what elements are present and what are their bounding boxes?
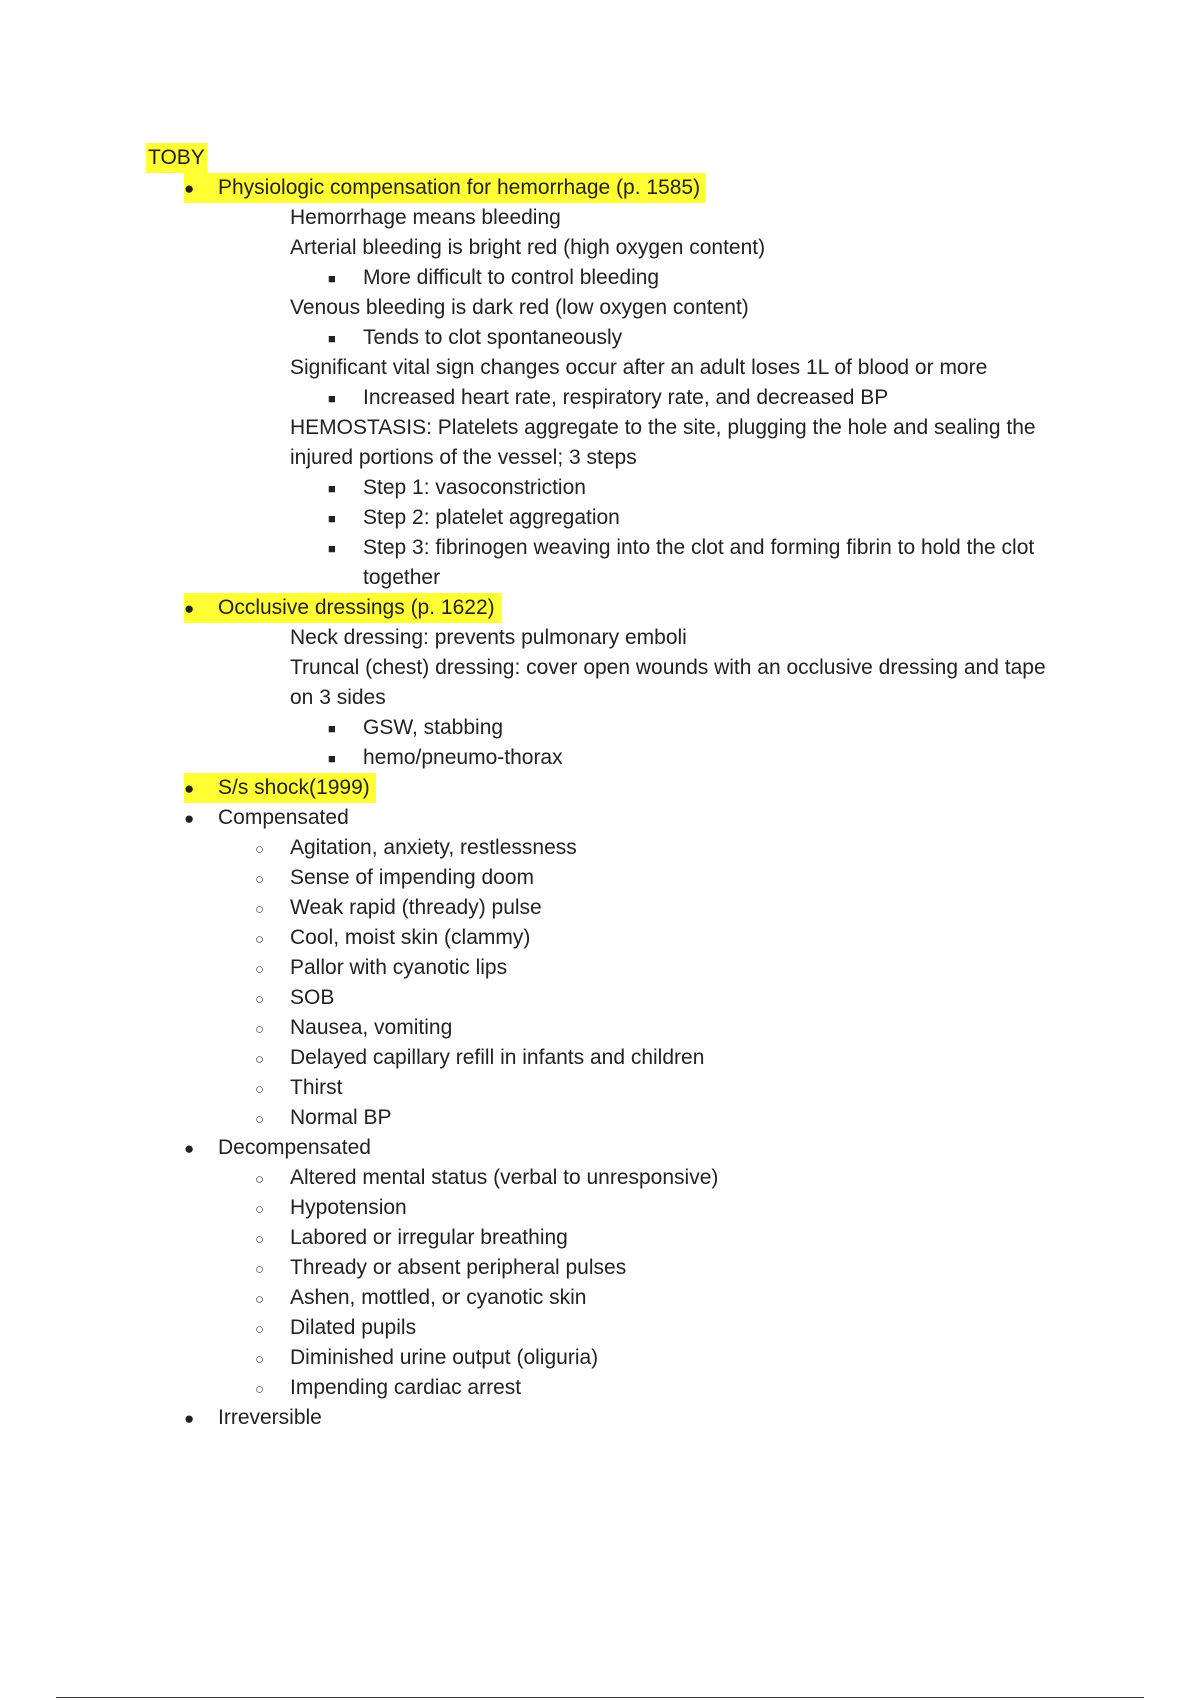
circle-bullet-icon: ○ (255, 841, 265, 858)
list-item: ○ SOB (255, 983, 334, 1013)
list-item: ○ Diminished urine output (oliguria) (255, 1343, 598, 1373)
square-bullet-icon: ■ (328, 271, 336, 286)
occlusive-heading: ● Occlusive dressings (p. 1622) (184, 593, 501, 623)
sub-bullet-item: ■ Increased heart rate, respiratory rate, and decreased BP (328, 383, 888, 413)
page-title: TOBY (146, 143, 207, 173)
note-line: HEMOSTASIS: Platelets aggregate to the site, plugging the hole and sealing the (290, 416, 1036, 439)
note-line: Venous bleeding is dark red (low oxygen content) (290, 296, 749, 319)
list-item: ○ Weak rapid (thready) pulse (255, 893, 542, 923)
sub-bullet-item: ■ hemo/pneumo-thorax (328, 743, 563, 773)
circle-bullet-icon: ○ (255, 901, 265, 918)
note-line: on 3 sides (290, 686, 386, 709)
list-item: ○ Thready or absent peripheral pulses (255, 1253, 626, 1283)
circle-bullet-icon: ○ (255, 1171, 265, 1188)
square-bullet-icon: ■ (328, 511, 336, 526)
circle-bullet-icon: ○ (255, 1261, 265, 1278)
circle-bullet-icon: ○ (255, 1231, 265, 1248)
list-item: ○ Cool, moist skin (clammy) (255, 923, 530, 953)
list-item: ○ Thirst (255, 1073, 343, 1103)
note-line: Significant vital sign changes occur after an adult loses 1L of blood or more (290, 356, 988, 379)
bullet-icon: ● (184, 599, 195, 618)
circle-bullet-icon: ○ (255, 1291, 265, 1308)
square-bullet-icon: ■ (328, 391, 336, 406)
square-bullet-icon: ■ (328, 331, 336, 346)
note-line: Hemorrhage means bleeding (290, 206, 561, 229)
square-bullet-icon: ■ (328, 541, 336, 556)
sub-bullet-item: ■ Step 2: platelet aggregation (328, 503, 620, 533)
note-line: Arterial bleeding is bright red (high oxygen content) (290, 236, 766, 259)
note-line: Neck dressing: prevents pulmonary emboli (290, 626, 687, 649)
circle-bullet-icon: ○ (255, 1081, 265, 1098)
decompensated-heading: ● Decompensated (184, 1133, 371, 1163)
list-item: ○ Hypotension (255, 1193, 407, 1223)
sub-bullet-item: ■ Step 3: fibrinogen weaving into the clot and forming fibrin to hold the clot (328, 533, 1034, 563)
irreversible-heading: ● Irreversible (184, 1403, 322, 1433)
list-item: ○ Nausea, vomiting (255, 1013, 452, 1043)
circle-bullet-icon: ○ (255, 1351, 265, 1368)
list-item: ○ Dilated pupils (255, 1313, 416, 1343)
square-bullet-icon: ■ (328, 721, 336, 736)
circle-bullet-icon: ○ (255, 1021, 265, 1038)
list-item: ○ Normal BP (255, 1103, 392, 1133)
sub-bullet-item: ■ More difficult to control bleeding (328, 263, 659, 293)
list-item: ○ Agitation, anxiety, restlessness (255, 833, 577, 863)
circle-bullet-icon: ○ (255, 1381, 265, 1398)
circle-bullet-icon: ○ (255, 961, 265, 978)
list-item: ○ Delayed capillary refill in infants and children (255, 1043, 704, 1073)
sub-bullet-item: ■ Step 1: vasoconstriction (328, 473, 586, 503)
list-item: ○ Ashen, mottled, or cyanotic skin (255, 1283, 586, 1313)
circle-bullet-icon: ○ (255, 1321, 265, 1338)
list-item: ○ Sense of impending doom (255, 863, 534, 893)
hemorrhage-heading: ● Physiologic compensation for hemorrhage (p. 1585) (184, 173, 706, 203)
note-line: Truncal (chest) dressing: cover open wounds with an occlusive dressing and tape (290, 656, 1046, 679)
note-line: injured portions of the vessel; 3 steps (290, 446, 637, 469)
circle-bullet-icon: ○ (255, 871, 265, 888)
circle-bullet-icon: ○ (255, 991, 265, 1008)
bullet-icon: ● (184, 779, 195, 798)
circle-bullet-icon: ○ (255, 931, 265, 948)
list-item: ○ Labored or irregular breathing (255, 1223, 568, 1253)
sub-bullet-item: ■ GSW, stabbing (328, 713, 503, 743)
circle-bullet-icon: ○ (255, 1111, 265, 1128)
page-bottom-divider (56, 1697, 1144, 1698)
bullet-icon: ● (184, 1409, 195, 1428)
circle-bullet-icon: ○ (255, 1201, 265, 1218)
bullet-icon: ● (184, 1139, 195, 1158)
circle-bullet-icon: ○ (255, 1051, 265, 1068)
shock-heading: ● S/s shock(1999) (184, 773, 376, 803)
bullet-icon: ● (184, 809, 195, 828)
square-bullet-icon: ■ (328, 481, 336, 496)
list-item: ○ Impending cardiac arrest (255, 1373, 521, 1403)
note-line: together (363, 566, 441, 589)
list-item: ○ Pallor with cyanotic lips (255, 953, 507, 983)
compensated-heading: ● Compensated (184, 803, 349, 833)
list-item: ○ Altered mental status (verbal to unresponsive) (255, 1163, 718, 1193)
square-bullet-icon: ■ (328, 751, 336, 766)
sub-bullet-item: ■ Tends to clot spontaneously (328, 323, 622, 353)
bullet-icon: ● (184, 179, 195, 198)
